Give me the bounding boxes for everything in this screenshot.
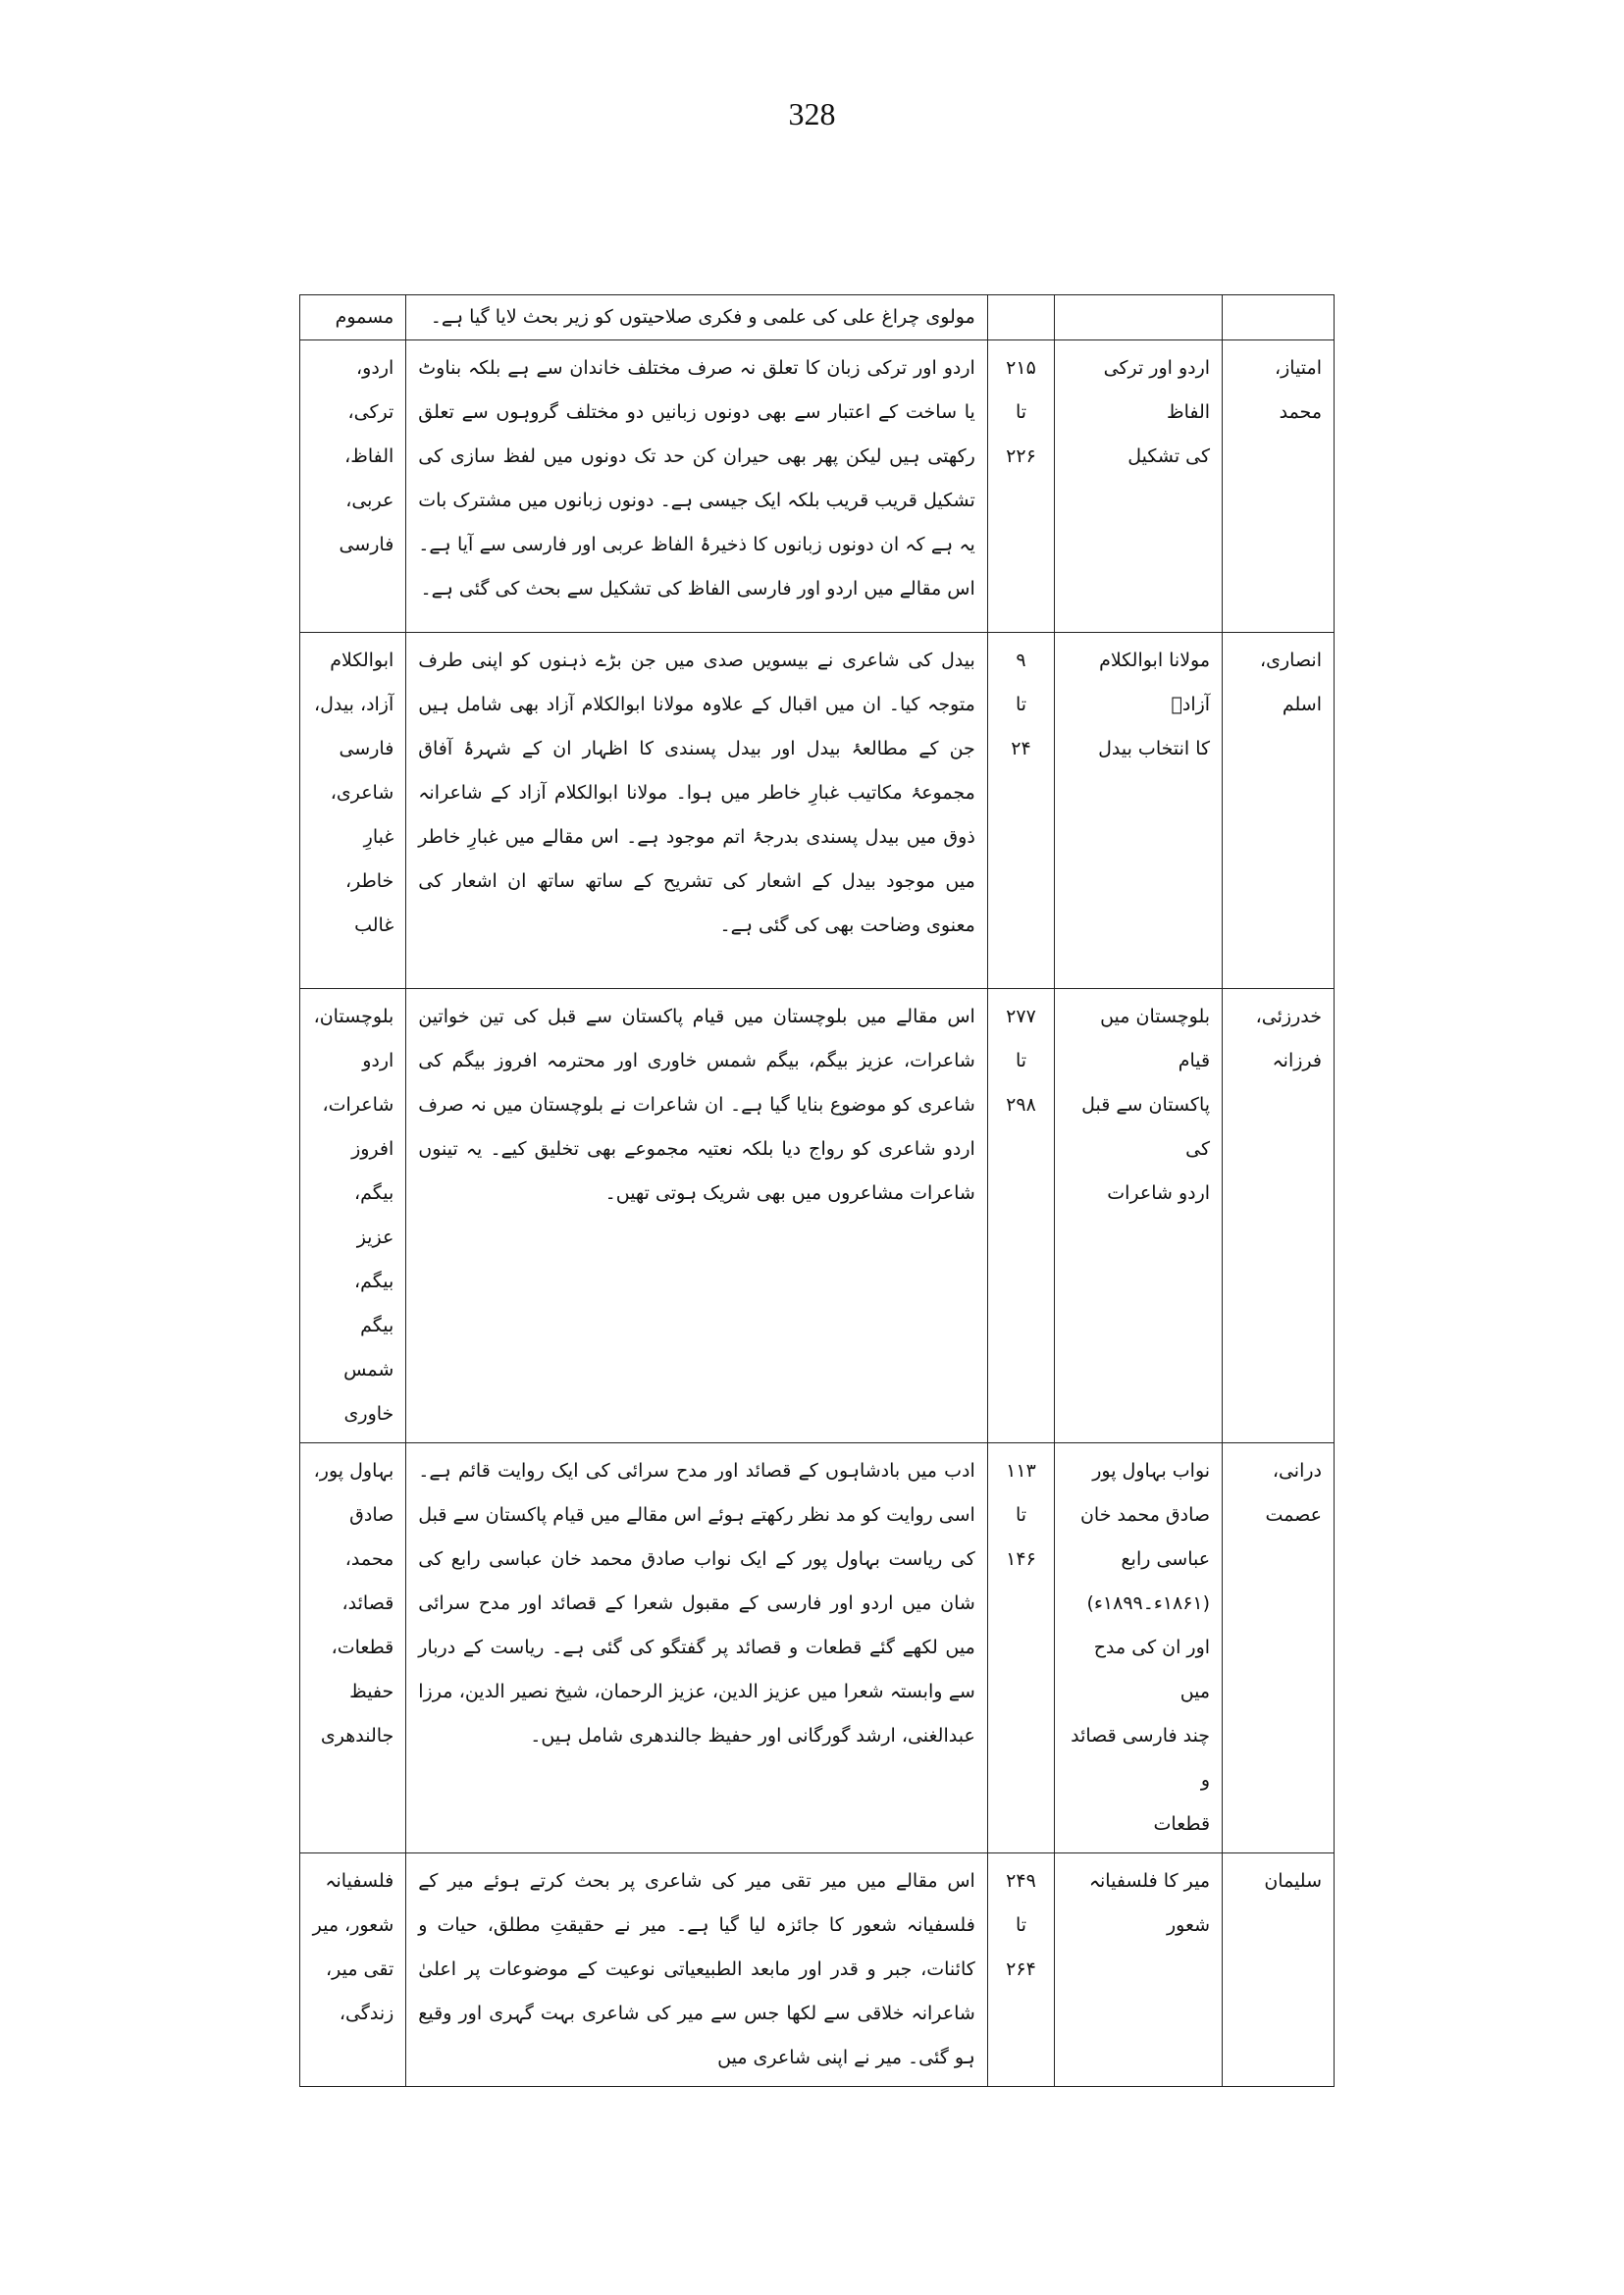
table-row <box>300 633 1335 989</box>
author-line: درانی، <box>1272 1460 1322 1482</box>
keywords-cell <box>300 633 406 989</box>
keywords-cell <box>300 989 406 1443</box>
keyword-line: شاعری، <box>330 782 394 804</box>
title-line: قطعات <box>1153 1813 1211 1835</box>
pages-cell <box>987 1443 1054 1853</box>
keyword-line: بیگم شمس <box>343 1315 394 1381</box>
title-cell <box>1055 295 1223 340</box>
pages-line: ۲۹۸ <box>1006 1094 1036 1116</box>
keyword-line: حفیظ <box>349 1681 394 1702</box>
abstract-text: ادب میں بادشاہوں کے قصائد اور مدح سرائی کی ایک روایت قائم ہے۔ اسی روایت کو مد نظر رکھتے ہوئے اس مقالے میں قیام پاکستان سے قبل کی ریاست بہاول پور کے ایک نواب صادق محمد خان عباسی رابع کی شان میں اردو اور فارسی کے مقبول شعرا کے قصائد اور مدح سرائی میں لکھے گئے قطعات و قصائد پر گفتگو کی گئی ہے۔ ریاست کے دربار سے وابستہ شعرا میں عزیز الدین، عزیز الرحمان، شیخ نصیر الدین، مرزا عبدالغنی، ارشد گورگانی اور حفیظ جالندھری شامل ہیں۔ <box>418 1460 975 1747</box>
title-line: اردو اور ترکی الفاظ <box>1103 357 1211 423</box>
keyword-line: غالب <box>354 914 394 936</box>
abstract-cell <box>406 1853 988 2087</box>
keyword-line: فلسفیانہ <box>325 1870 394 1892</box>
keyword-line: فارسی <box>339 738 394 759</box>
pages-cell <box>987 340 1054 633</box>
author-cell <box>1223 1853 1335 2087</box>
pages-line: تا <box>1015 1914 1027 1936</box>
pages-cell <box>987 989 1054 1443</box>
abstract-text: اس مقالے میں میر تقی میر کی شاعری پر بحث کرتے ہوئے میر کے فلسفیانہ شعور کا جائزہ لیا گیا ہے۔ میر نے حقیقتِ مطلق، حیات و کائنات، جبر و قدر اور مابعد الطبیعیاتی نوعیت کے موضوعات پر اعلیٰ شاعرانہ خلاقی سے لکھا جس سے میر کی شاعری بہت گہری اور وقیع ہو گئی۔ میر نے اپنی شاعری میں <box>418 1870 975 2068</box>
author-line: خدرزئی، <box>1255 1006 1322 1027</box>
table-row <box>300 1443 1335 1853</box>
keyword-line: بلوچستان، <box>313 1006 394 1027</box>
pages-line: ۲۱۵ <box>1006 357 1036 379</box>
keyword-line: خاوری <box>343 1403 394 1425</box>
keyword-line: تقی میر، <box>325 1958 394 1980</box>
keyword-line: بہاول پور، <box>313 1460 394 1482</box>
title-line: (۱۸۶۱ء۔۱۸۹۹ء) <box>1086 1592 1211 1614</box>
keyword-line: ابوالکلام <box>330 650 394 671</box>
author-cell <box>1223 989 1335 1443</box>
table-row <box>300 340 1335 633</box>
title-line: بلوچستان میں قیام <box>1100 1006 1211 1071</box>
abstract-text: اس مقالے میں بلوچستان میں قیام پاکستان سے قبل کی تین خواتین شاعرات، عزیز بیگم، بیگم شمس خاوری اور محترمہ افروز بیگم کی شاعری کو موضوع بنایا گیا ہے۔ ان شاعرات نے بلوچستان میں نہ صرف اردو شاعری کو رواج دیا بلکہ نعتیہ مجموعے بھی تخلیق کیے۔ یہ تینوں شاعرات مشاعروں میں بھی شریک ہوتی تھیں۔ <box>418 1006 975 1204</box>
keyword-line: شاعرات، <box>322 1094 394 1116</box>
pages-line: تا <box>1015 1504 1027 1526</box>
keyword-line: فارسی <box>339 534 394 555</box>
keyword-line: قطعات، <box>331 1637 394 1658</box>
abstract-cell <box>406 633 988 989</box>
abstract-text: اردو اور ترکی زبان کا تعلق نہ صرف مختلف خاندان سے ہے بلکہ بناوٹ یا ساخت کے اعتبار سے بھی دونوں زبانیں دو مختلف گروہوں سے تعلق رکھتی ہیں لیکن پھر بھی حیران کن حد تک دونوں میں لفظ سازی کی تشکیل قریب قریب بلکہ ایک جیسی ہے۔ دونوں زبانوں میں مشترک بات یہ ہے کہ ان دونوں زبانوں کا ذخیرۂ الفاظ عربی اور فارسی سے آیا ہے۔ اس مقالے میں اردو اور فارسی الفاظ کی تشکیل سے بحث کی گئی ہے۔ <box>418 357 975 600</box>
pages-line: ۲۶۴ <box>1006 1958 1036 1980</box>
title-line: صادق محمد خان <box>1079 1504 1211 1526</box>
keywords-cell <box>300 1443 406 1853</box>
keyword-line: الفاظ، عربی، <box>344 445 394 511</box>
keywords-cell <box>300 295 406 340</box>
author-cell <box>1223 295 1335 340</box>
keyword-line: آزاد، بیدل، <box>313 694 394 715</box>
title-line: کا انتخاب بیدل <box>1098 738 1211 759</box>
title-line: کی تشکیل <box>1127 445 1211 467</box>
author-line: اسلم <box>1282 694 1322 715</box>
pages-cell <box>987 295 1054 340</box>
table-row <box>300 1853 1335 2087</box>
title-line: نواب بہاول پور <box>1092 1460 1211 1482</box>
keywords-cell <box>300 1853 406 2087</box>
keywords-cell <box>300 340 406 633</box>
keyword-line: افروز بیگم، <box>351 1138 394 1204</box>
title-cell <box>1055 1443 1223 1853</box>
title-line: اردو شاعرات <box>1107 1182 1211 1204</box>
abstract-cell <box>406 340 988 633</box>
pages-line: ۲۷۷ <box>1006 1006 1036 1027</box>
author-line: فرزانہ <box>1272 1050 1322 1071</box>
author-line: امتیاز، محمد <box>1274 357 1322 423</box>
index-table <box>299 294 1335 2087</box>
title-line: چند فارسی قصائد و <box>1071 1725 1211 1791</box>
author-cell <box>1223 340 1335 633</box>
pages-line: ۲۲۶ <box>1006 445 1036 467</box>
pages-line: تا <box>1015 401 1027 423</box>
keyword-line: عزیز بیگم، <box>353 1226 394 1292</box>
pages-line: ۱۴۶ <box>1006 1548 1036 1570</box>
pages-line: ۹ <box>1016 650 1026 671</box>
title-cell <box>1055 633 1223 989</box>
keyword-line: جالندھری <box>320 1725 394 1747</box>
title-cell <box>1055 340 1223 633</box>
title-line: پاکستان سے قبل کی <box>1081 1094 1211 1160</box>
pages-line: تا <box>1015 1050 1027 1071</box>
abstract-cell <box>406 1443 988 1853</box>
author-line: سلیمان <box>1264 1870 1322 1892</box>
abstract-text: بیدل کی شاعری نے بیسویں صدی میں جن بڑے ذہنوں کو اپنی طرف متوجہ کیا۔ ان میں اقبال کے علاوہ مولانا ابوالکلام آزاد بھی شامل ہیں جن کے مطالعۂ بیدل اور بیدل پسندی کا اظہار ان کے شہرۂ آفاق مجموعۂ مکاتیب غبارِ خاطر میں ہوا۔ مولانا ابوالکلام آزاد کے شاعرانہ ذوق میں بیدل پسندی بدرجۂ اتم موجود ہے۔ اس مقالے میں غبارِ خاطر میں موجود بیدل کے اشعار کی تشریح کے ساتھ ساتھ ان اشعار کی معنوی وضاحت بھی کی گئی ہے۔ <box>418 650 975 936</box>
title-cell <box>1055 989 1223 1443</box>
title-line: مولانا ابوالکلام آزادؔ <box>1099 650 1211 715</box>
table-row <box>300 295 1335 340</box>
keyword-line: زندگی، <box>339 2003 394 2024</box>
keyword-line: غبارِ خاطر، <box>345 826 394 892</box>
pages-cell <box>987 1853 1054 2087</box>
keyword-line: مسموم <box>335 306 394 328</box>
title-line: عباسی رابع <box>1121 1548 1211 1570</box>
pages-line: تا <box>1015 694 1027 715</box>
author-cell <box>1223 1443 1335 1853</box>
pages-line: ۱۱۳ <box>1006 1460 1036 1482</box>
keyword-line: اردو، ترکی، <box>347 357 394 423</box>
keyword-line: صادق محمد، <box>344 1504 394 1570</box>
pages-line: ۲۴۹ <box>1006 1870 1036 1892</box>
pages-cell <box>987 633 1054 989</box>
keyword-line: اردو <box>362 1050 394 1071</box>
author-cell <box>1223 633 1335 989</box>
title-cell <box>1055 1853 1223 2087</box>
keyword-line: قصائد، <box>341 1592 394 1614</box>
title-line: اور ان کی مدح میں <box>1093 1637 1211 1702</box>
pages-line: ۲۴ <box>1011 738 1031 759</box>
table-row <box>300 989 1335 1443</box>
page-number: 328 <box>788 96 836 131</box>
abstract-text: مولوی چراغ علی کی علمی و فکری صلاحیتوں کو زیر بحث لایا گیا ہے۔ <box>430 306 975 328</box>
title-line: میر کا فلسفیانہ شعور <box>1088 1870 1211 1936</box>
abstract-cell <box>406 989 988 1443</box>
keyword-line: شعور، میر <box>312 1914 394 1936</box>
abstract-cell <box>406 295 988 340</box>
author-line: عصمت <box>1265 1504 1322 1526</box>
author-line: انصاری، <box>1259 650 1322 671</box>
